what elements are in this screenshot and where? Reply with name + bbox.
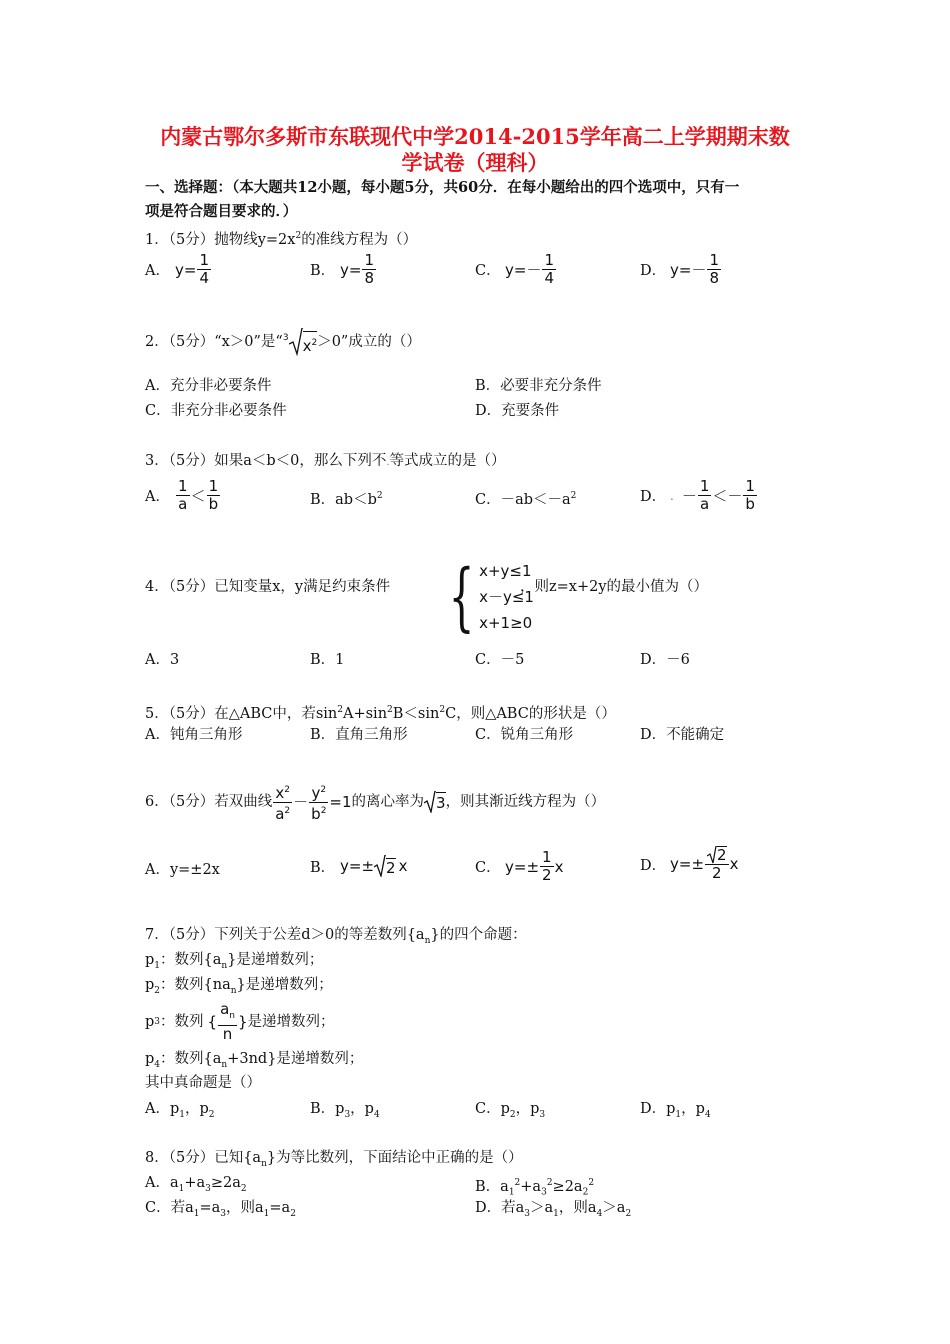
question-1-option-d[interactable]: D． y=－ $\frac{1}{8}$ (640, 251, 719, 287)
question-5-option-b[interactable]: B．直角三角形 (310, 727, 408, 743)
proposition-p4: $p_4$：数列$\{a_n+3nd\}$是递增数列； (145, 1051, 364, 1070)
question-7-option-b[interactable]: B．$p_3$，$p_4$ (310, 1101, 380, 1120)
question-7-prompt: 其中真命题是（） (145, 1075, 261, 1091)
section-line-2: 项是符合题目要求的．） (145, 203, 298, 220)
fraction: $\frac{1}{b}$ (208, 477, 219, 513)
question-2-option-b[interactable]: B．必要非充分条件 (475, 378, 602, 394)
question-8-option-d[interactable]: D．若$a_3>a_1$，则$a_4>a_2$ (475, 1200, 632, 1219)
question-6-option-d[interactable]: D． y=± $\frac{2}{2}$ x (640, 846, 739, 882)
fraction: $\frac{1}{4}$ (544, 251, 554, 287)
question-2-option-c[interactable]: C．非充分非必要条件 (145, 403, 287, 419)
question-6-option-c[interactable]: C． y=± $\frac{1}{2}$ x (475, 848, 564, 884)
proposition-p3: p 3 ：数列 { $\frac{a_n}{n}$ } 是递增数列； (145, 1000, 335, 1043)
question-5-option-d[interactable]: D．不能确定 (640, 727, 725, 743)
proposition-p2: $p_2$：数列$\{na_n\}$是递增数列； (145, 977, 333, 996)
fraction: $\frac{1}{b}$ (745, 477, 755, 513)
fraction: $\frac{1}{a}$ (178, 477, 188, 513)
fraction: $\frac{1}{a}$ (699, 477, 710, 513)
question-7-option-d[interactable]: D．$p_1$，$p_4$ (640, 1101, 711, 1120)
fraction: $\frac{1}{4}$ (199, 251, 209, 287)
dot-mark: . (386, 457, 390, 468)
radical-sign-icon (424, 791, 436, 813)
constraint-3: x+1≥0 (479, 614, 533, 632)
sqrt-3: 3 (424, 791, 446, 813)
question-5-stem: 5．（5分）在△ABC中，若$\sin^2A+\sin^2B<\sin^2C$，则△ABC的形状是（） (145, 705, 616, 722)
question-4-option-c[interactable]: C．－5 (475, 652, 525, 668)
question-1-option-c[interactable]: C． y=－ $\frac{1}{4}$ (475, 251, 554, 287)
question-2-option-a[interactable]: A．充分非必要条件 (145, 378, 272, 394)
question-2-stem: 2．（5分）“x＞0”是“ $^3$ $x^2$ ＞0”成立的（） (145, 328, 421, 356)
question-7-option-c[interactable]: C．$p_2$，$p_3$ (475, 1101, 546, 1120)
question-7-option-a[interactable]: A．$p_1$，$p_2$ (145, 1101, 215, 1120)
question-7-stem: 7．（5分）下列关于公差d＞0的等差数列$\{a_n\}$的四个命题： (145, 927, 527, 946)
question-8-option-c[interactable]: C．若$a_1=a_3$，则$a_1=a_2$ (145, 1200, 296, 1219)
fraction: $\frac{1}{8}$ (709, 251, 719, 287)
question-5-option-c[interactable]: C．锐角三角形 (475, 727, 574, 743)
question-2-option-d[interactable]: D．充要条件 (475, 403, 560, 419)
proposition-p1: $p_1$：数列$\{a_n\}$是递增数列； (145, 952, 324, 971)
constraint-1: x+y≤1 (479, 562, 532, 580)
question-3-stem: 3．（5分）如果a＜b＜0，那么下列不.等式成立的是（） (145, 453, 506, 469)
question-1-stem: 1．（5分）抛物线$y=2x^2$的准线方程为（） (145, 231, 418, 248)
question-3-option-d[interactable]: D． . － $\frac{1}{a}$ ＜ － $\frac{1}{b}$ (640, 477, 755, 513)
question-4-option-a[interactable]: A．3 (145, 652, 180, 668)
hyperbola-equation: $\frac{x^2}{a^2}$ － $\frac{y^2}{b^2}$ =1 (275, 783, 352, 823)
question-6-stem: 6．（5分）若双曲线 $\frac{x^2}{a^2}$ － $\frac{y^2}{b^2}$ =1 的离心率为 3 ，则其渐近线方程为（） (145, 783, 606, 823)
question-3-option-a[interactable]: A． $\frac{1}{a}$ ＜ $\frac{1}{b}$ (145, 477, 219, 513)
question-3-option-c[interactable]: C．$-ab<-a^2$ (475, 491, 577, 508)
question-4-stem-a: 4．（5分）已知变量x，y满足约束条件 (145, 579, 391, 595)
radical-sign-icon (707, 846, 717, 864)
question-6-option-a[interactable]: A．y=±2x (145, 862, 220, 878)
section-header (145, 176, 825, 224)
question-4-option-b[interactable]: B．1 (310, 652, 345, 668)
page-title (140, 124, 810, 176)
question-1-option-a[interactable]: A． y= $\frac{1}{4}$ (145, 251, 209, 287)
radical-sign-icon (374, 855, 386, 877)
question-3-option-b[interactable]: B．$ab<b^2$ (310, 491, 383, 508)
constraint-system (438, 554, 534, 640)
title-line-1: 内蒙古鄂尔多斯市东联现代中学2014-2015学年高二上学期期末数 (160, 124, 790, 149)
question-4-stem-b: ，则z=x+2y的最小值为（） (520, 579, 709, 595)
radical-sign-icon (289, 328, 303, 356)
question-6-option-b[interactable]: B． y=± 2 x (310, 857, 408, 877)
question-4-option-d[interactable]: D．－6 (640, 652, 690, 668)
question-5-option-a[interactable]: A．钝角三角形 (145, 727, 243, 743)
question-1-option-b[interactable]: B． y= $\frac{1}{8}$ (310, 251, 374, 287)
constraint-2: x－y≤1 (479, 588, 534, 606)
section-line-1: 一、选择题：（本大题共12小题，每小题5分，共60分．在每小题给出的四个选项中，只有一 (145, 179, 740, 196)
question-8-option-b[interactable]: B．$a_1^2+a_3^2\ge 2a_2^2$ (475, 1178, 595, 1198)
dot-mark: . (670, 488, 674, 503)
fraction: $\frac{1}{8}$ (364, 251, 374, 287)
cube-root: $^3$ $x^2$ (283, 328, 317, 356)
title-line-2: 学试卷（理科） (401, 150, 549, 175)
question-8-stem: 8．（5分）已知$\{a_n\}$为等比数列，下面结论中正确的是（） (145, 1150, 523, 1169)
question-8-option-a[interactable]: A．$a_1+a_3\ge 2a_2$ (145, 1175, 247, 1194)
left-brace: { (448, 554, 475, 640)
